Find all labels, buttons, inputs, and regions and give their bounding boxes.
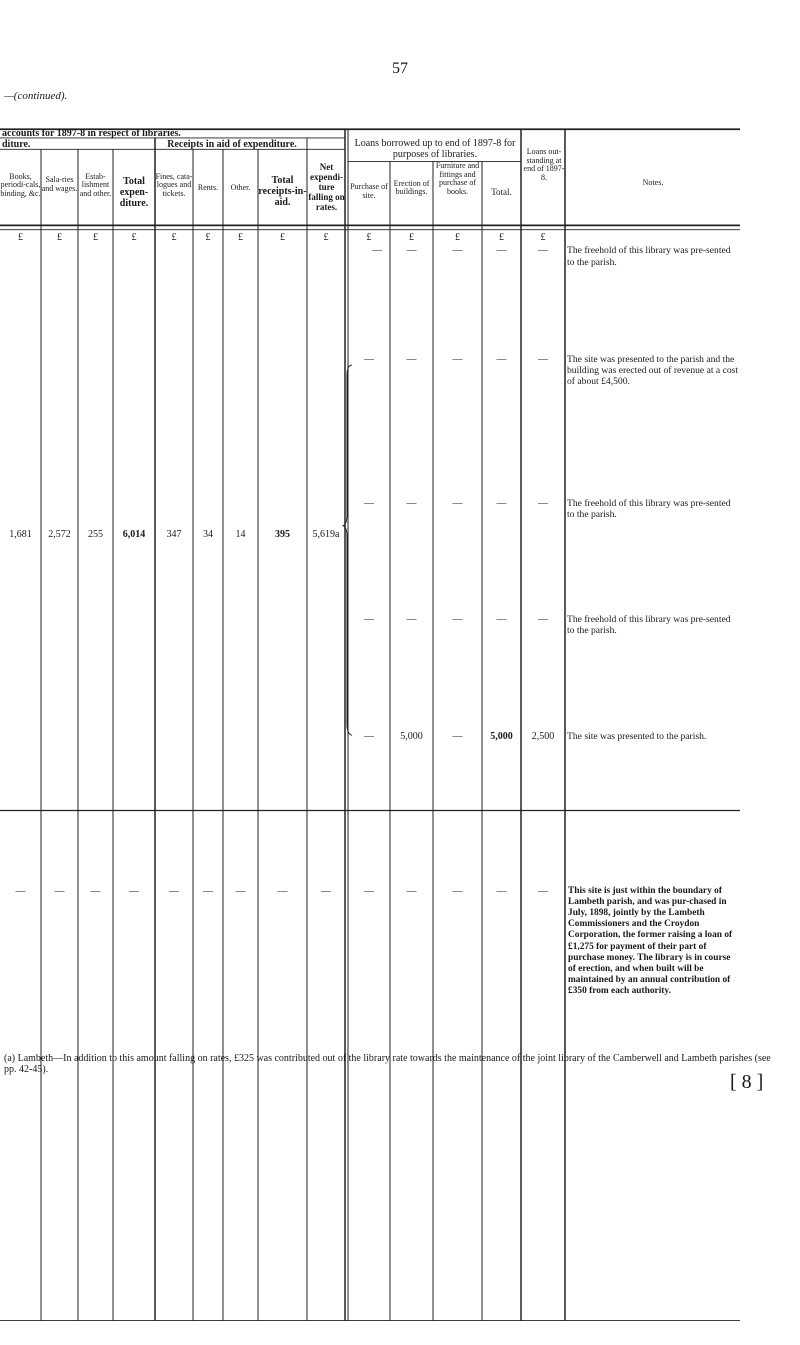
- currency-symbol: £: [93, 232, 98, 244]
- dash-cell: —: [452, 885, 463, 897]
- dash-cell: —: [364, 885, 374, 897]
- outstanding-cell: —: [538, 353, 548, 365]
- dash-cell: —: [54, 885, 65, 897]
- currency-symbol: £: [18, 232, 23, 244]
- total-expenditure-value: 6,014: [122, 529, 146, 541]
- currency-symbol: £: [409, 232, 414, 244]
- salaries-header: Sala-ries and wages.: [41, 175, 78, 193]
- outstanding-cell: —: [538, 245, 548, 257]
- continued-label: —(continued).: [4, 90, 68, 102]
- notes-header: Notes.: [642, 178, 664, 188]
- currency-symbol: £: [540, 232, 546, 244]
- total-cell: —: [496, 245, 507, 257]
- currency-symbol: £: [205, 232, 211, 244]
- dash-cell: —: [203, 885, 213, 897]
- erection-header: Erection of buildings.: [393, 178, 430, 197]
- dash-cell: —: [496, 885, 507, 897]
- dash-cell: —: [406, 885, 417, 897]
- currency-symbol: £: [366, 232, 372, 244]
- purchase-cell: —: [364, 497, 374, 509]
- erection-cell: —: [406, 245, 417, 257]
- purchase-header: Purchase of site.: [350, 182, 388, 200]
- page-number: 57: [392, 60, 408, 77]
- page-reference: [ 8 ]: [730, 1070, 764, 1093]
- currency-symbol: £: [455, 232, 460, 244]
- currency-symbol: £: [131, 232, 137, 244]
- rents-value: 34: [203, 529, 213, 541]
- dash-cell: —: [538, 885, 548, 897]
- purchase-cell: —: [364, 731, 374, 743]
- note-cell: The freehold of this library was pre-sented to the parish.: [567, 613, 731, 637]
- fines-value: 347: [166, 529, 182, 541]
- furniture-cell: —: [452, 731, 463, 743]
- dash-cell: —: [169, 885, 179, 897]
- outstanding-cell: —: [538, 613, 548, 625]
- receipts-group-label: Receipts in aid of expenditure.: [167, 138, 297, 150]
- furniture-cell: —: [452, 353, 463, 365]
- currency-symbol: £: [280, 232, 285, 244]
- total-header: Total.: [491, 186, 512, 197]
- note-cell: The site was presented to the parish and the building was erected out of revenue at a cost of about £4,500.: [567, 353, 739, 388]
- note-cell: The site was presented to the parish.: [567, 731, 707, 743]
- currency-symbol: £: [171, 232, 177, 244]
- other-header: Other.: [230, 183, 251, 193]
- salaries-value: 2,572: [48, 529, 71, 541]
- furniture-cell: —: [452, 245, 463, 257]
- dash-cell: —: [235, 885, 246, 897]
- note-cell: The freehold of this library was pre-sented to the parish.: [567, 245, 731, 268]
- loans-outstanding-header: Loans out-standing at end of 1897-8.: [523, 147, 565, 182]
- loans-group-label: Loans borrowed up to end of 1897-8 for purposes of libraries.: [354, 137, 516, 160]
- total-cell: 5,000: [490, 731, 513, 743]
- dash-cell: —: [129, 885, 139, 897]
- dash-cell: —: [15, 885, 26, 897]
- purchase-cell: —: [372, 245, 382, 257]
- erection-cell: 5,000: [400, 731, 423, 743]
- dash-cell: —: [277, 885, 288, 897]
- currency-symbol: £: [499, 232, 504, 244]
- purchase-cell: —: [364, 613, 374, 625]
- erection-cell: —: [406, 613, 417, 625]
- group-values-row: [0, 529, 345, 543]
- rents-header: Rents.: [197, 183, 219, 193]
- outstanding-cell: 2,500: [531, 731, 555, 743]
- purchase-cell: —: [364, 353, 374, 365]
- total-cell: —: [496, 353, 507, 365]
- other-value: 14: [235, 529, 246, 541]
- accounts-title: accounts for 1897-8 in respect of libraries.: [2, 128, 181, 140]
- establishment-header: Estab-lishment and other.: [79, 171, 112, 198]
- total-cell: —: [496, 497, 507, 509]
- furniture-cell: —: [452, 613, 463, 625]
- total-receipts-value: 395: [275, 529, 290, 541]
- net-expenditure-header: Net expendi-ture falling on rates.: [308, 162, 345, 213]
- furniture-header: Furniture and fittings and purchase of books.: [435, 161, 480, 196]
- outstanding-cell: —: [538, 497, 548, 509]
- fines-header: Fines, cata-logues and tickets.: [155, 171, 193, 198]
- currency-symbol: £: [323, 232, 329, 244]
- expenditure-group-label: diture.: [2, 138, 31, 150]
- currency-symbol: £: [238, 232, 243, 244]
- note-cell: The freehold of this library was pre-sented to the parish.: [567, 497, 731, 521]
- establishment-value: 255: [88, 529, 103, 541]
- erection-cell: —: [406, 497, 417, 509]
- total-expenditure-header: Total expen-diture.: [119, 176, 149, 210]
- currency-symbol: £: [57, 232, 62, 244]
- furniture-cell: —: [452, 497, 463, 509]
- net-expenditure-value: 5,619a: [312, 529, 340, 541]
- footnote: (a) Lambeth—In addition to this amount falling on rates, £325 was contributed out of the library rate towards the maintenance of the joint library of the Camberwell and Lambeth parishes (see pp. 42-45).: [4, 1053, 771, 1076]
- dash-cell: —: [90, 885, 101, 897]
- books-value: 1,681: [9, 529, 32, 541]
- erection-cell: —: [406, 353, 417, 365]
- note-cell: This site is just within the boundary of Lambeth parish, and was pur-chased in July, 1898, jointly by the Lambeth Commissioners and the Croydon Corporation, the former raising a loan of £1,275 for payment of their part of purchase money. The library is in course of erection, and when built will be maintained by an annual contribution of £350 from each authority.: [568, 885, 733, 997]
- currency-row: [0, 233, 740, 245]
- dash-cell: —: [321, 885, 331, 897]
- total-receipts-header: Total receipts-in-aid.: [258, 174, 307, 208]
- books-header: Books, periodi-cals, binding, &c.: [0, 171, 41, 198]
- total-cell: —: [496, 613, 507, 625]
